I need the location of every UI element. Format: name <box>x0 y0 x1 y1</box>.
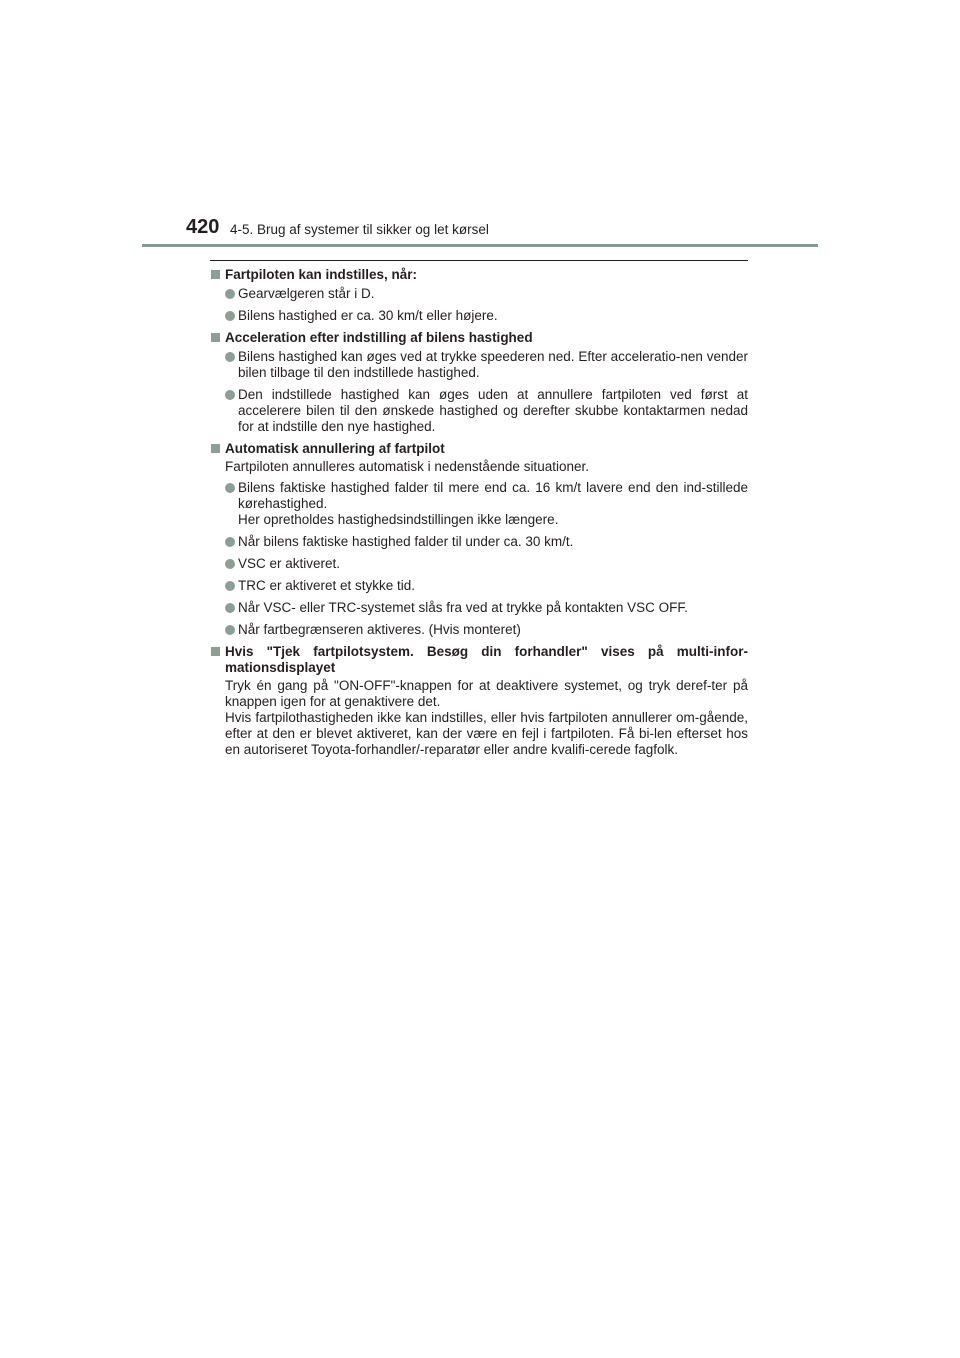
chapter-title: 4-5. Brug af systemer til sikker og let kørsel <box>230 222 489 237</box>
section-divider <box>210 260 748 261</box>
list-item: Bilens hastighed kan øges ved at trykke speederen ned. Efter acceleratio-nen vender bilen tilbage til den indstillede hastighed. <box>210 349 748 381</box>
list-item: Den indstillede hastighed kan øges uden at annullere fartpiloten ved først at accelerere bilen til den ønskede hastighed og derefter skubbe kontaktarmen nedad for at indstille den nye hastighed. <box>210 387 748 435</box>
round-bullet-icon <box>225 311 235 321</box>
bullet-note: Her opretholdes hastighedsindstillingen ikke længere. <box>238 512 559 527</box>
round-bullet-icon <box>225 559 235 569</box>
list-item: Bilens hastighed er ca. 30 km/t eller højere. <box>210 308 748 324</box>
square-bullet-icon <box>211 333 220 342</box>
round-bullet-icon <box>225 289 235 299</box>
page-content <box>210 267 748 758</box>
list-item: Når VSC- eller TRC-systemet slås fra ved at trykke på kontakten VSC OFF. <box>210 600 748 616</box>
page-number: 420 <box>186 216 220 238</box>
body-paragraph: Hvis fartpilothastigheden ikke kan indstilles, eller hvis fartpiloten annullerer om-gående, efter at den er blevet aktiveret, kan der være en fejl i fartpiloten. Få bi-len efterset hos en autoriseret Toyota-forhandler/-reparatør eller andre kvalifi-cerede fagfolk. <box>225 710 748 757</box>
round-bullet-icon <box>225 581 235 591</box>
section-heading: Fartpiloten kan indstilles, når: <box>210 267 748 283</box>
list-item: Bilens faktiske hastighed falder til mere end ca. 16 km/t lavere end den ind-stillede kørehastighed. Her opretholdes hastighedsindstillingen ikke længere. <box>210 480 748 528</box>
section-intro: Fartpiloten annulleres automatisk i nedenstående situationer. <box>225 459 589 474</box>
body-paragraph: Tryk én gang på "ON-OFF"-knappen for at deaktivere systemet, og tryk deref-ter på knappen igen for at genaktivere det. <box>225 678 748 709</box>
round-bullet-icon <box>225 352 235 362</box>
round-bullet-icon <box>225 625 235 635</box>
square-bullet-icon <box>211 647 220 656</box>
round-bullet-icon <box>225 537 235 547</box>
square-bullet-icon <box>211 444 220 453</box>
section-heading: Acceleration efter indstilling af bilens hastighed <box>210 330 748 346</box>
round-bullet-icon <box>225 603 235 613</box>
square-bullet-icon <box>211 270 220 279</box>
round-bullet-icon <box>225 390 235 400</box>
header-divider <box>142 244 818 247</box>
section-heading: Hvis "Tjek fartpilotsystem. Besøg din forhandler" vises på multi-infor-mationsdisplayet <box>210 644 748 676</box>
section-heading: Automatisk annullering af fartpilot <box>210 441 748 457</box>
round-bullet-icon <box>225 483 235 493</box>
list-item: Når bilens faktiske hastighed falder til under ca. 30 km/t. <box>210 534 748 550</box>
list-item: Gearvælgeren står i D. <box>210 286 748 302</box>
list-item: TRC er aktiveret et stykke tid. <box>210 578 748 594</box>
list-item: VSC er aktiveret. <box>210 556 748 572</box>
list-item: Når fartbegrænseren aktiveres. (Hvis monteret) <box>210 622 748 638</box>
